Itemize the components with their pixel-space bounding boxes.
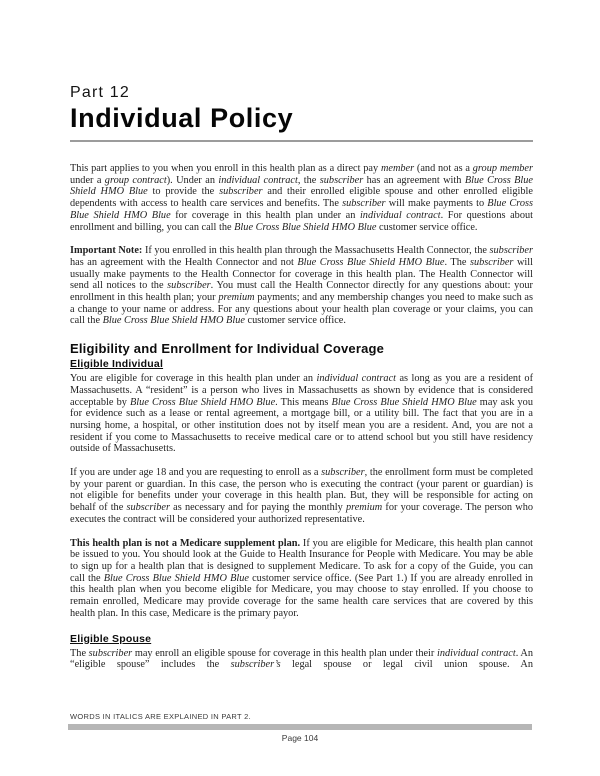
text-run: Blue Cross Blue Shield HMO Blue — [70, 198, 533, 221]
text-run: subscriber — [88, 647, 133, 659]
text-run: . For questions about enrollment and billing, you can call the — [70, 209, 533, 233]
text-run: individual contract — [218, 174, 298, 186]
text-run: Blue Cross Blue Shield HMO Blue — [102, 315, 245, 327]
text-run: , the enrollment form must be completed by your parent or guardian. In this case, the person who is executing the contract (your parent or guardian) is not eligible for benefits under your coverage in this health plan. But, they will be responsible for acting on behalf of the — [70, 467, 534, 514]
text-run: If you are under age 18 and you are requesting to enroll as a — [70, 467, 322, 479]
text-run: legal spouse or legal civil union spouse. An — [280, 659, 533, 671]
page-number: Page 104 — [281, 733, 319, 743]
text-run: subscriber — [469, 256, 514, 268]
text-run: You are eligible for coverage in this health plan under an — [70, 373, 317, 385]
footer-italics-note: WORDS IN ITALICS ARE EXPLAINED IN PART 2. — [70, 712, 251, 721]
text-run: to provide the — [147, 186, 220, 198]
title-rule — [70, 140, 533, 142]
text-run: may ask you for evidence such as a lease or rental agreement, a mortgage bill, or a utility bill. The fact that you are in a nursing home, a hospital, or other institution does not by itself mean you are a resident. And, you are not a resident if you come to Massachusetts to receive medical care or to attend school but you still have residency outside of Massachusetts. — [70, 396, 533, 455]
text-run: ). Under an — [166, 174, 219, 186]
text-run: (and not as a — [414, 163, 473, 174]
eligible-spouse-paragraph-1 — [70, 648, 533, 671]
text-run: Blue Cross Blue Shield HMO Blue — [331, 396, 477, 408]
text-run: customer service office. — [244, 315, 346, 327]
text-run: individual contract — [437, 647, 516, 659]
text-run: . The — [444, 256, 470, 268]
intro-paragraph — [70, 163, 533, 233]
text-run: will make payments to — [385, 198, 488, 210]
text-run: for your coverage. The person who executes the contract will be considered your authorized representative. — [70, 502, 534, 525]
text-run: has an agreement with the Health Connector and not — [70, 256, 298, 268]
text-run: . This means — [275, 396, 332, 408]
text-run: premium — [345, 502, 383, 514]
text-run: The — [70, 647, 89, 659]
text-run: may enroll an eligible spouse for coverage in this health plan under their — [132, 647, 437, 659]
text-run: . An “eligible spouse” includes the — [70, 647, 533, 671]
eligible-individual-paragraph-1 — [70, 373, 533, 455]
text-run: group member — [472, 163, 533, 174]
text-run: member — [380, 163, 415, 174]
text-run: , the — [297, 174, 320, 186]
text-run: individual contract — [316, 373, 396, 385]
page-title: Individual Policy — [70, 103, 294, 133]
text-run: for coverage in this health plan under an — [170, 209, 360, 221]
text-run: under a — [70, 174, 105, 186]
text-run: subscriber — [319, 174, 364, 186]
text-run: has an agreement with — [363, 174, 465, 186]
text-run: and their enrolled eligible spouse and other enrolled eligible dependents with access to health care services and benefits. The — [70, 186, 533, 210]
text-run: as necessary and for paying the monthly — [169, 502, 346, 514]
text-run: subscriber — [219, 186, 263, 198]
text-run: subscriber — [321, 467, 365, 479]
section-heading-eligibility: Eligibility and Enrollment for Individual Coverage — [70, 341, 385, 357]
text-run: subscriber — [167, 280, 211, 292]
text-run: will usually make payments to the Health Connector for coverage in this health plan. The Health Connector will send all notices to the — [70, 256, 534, 292]
text-run: subscriber — [126, 502, 170, 514]
subheading-eligible-spouse: Eligible Spouse — [70, 632, 152, 645]
footer-bar — [68, 724, 532, 730]
text-run: Important Note: — [70, 245, 143, 257]
text-run: Blue Cross Blue Shield HMO Blue — [103, 572, 249, 584]
text-run: This part applies to you when you enroll in this health plan as a direct pay — [70, 163, 381, 174]
eligible-individual-paragraph-2 — [70, 467, 533, 526]
text-run: Blue Cross Blue Shield HMO Blue — [70, 174, 533, 198]
text-run: customer service office. (See Part 1.) If you are already enrolled in this health plan when you become eligible for Medicare, you may choose to stay enrolled. If you choose to remain enrolled, Medicare may provide coverage for the same health care services that are covered by this health plan. In this case, Medicare is the primary payor. — [70, 572, 533, 619]
text-run: premium — [218, 292, 255, 304]
text-run: subscriber — [342, 198, 386, 210]
text-run: payments; and any membership changes you need to make such as a change to your name or address. For any questions about your health plan coverage or your claims, you can call the — [70, 292, 533, 327]
part-label: Part 12 — [70, 84, 130, 101]
text-run: subscriber’s — [230, 659, 281, 671]
text-run: customer service office. — [376, 221, 478, 233]
subheading-eligible-individual: Eligible Individual — [70, 358, 164, 371]
text-run: individual contract — [359, 209, 441, 221]
text-run: If you are eligible for Medicare, this health plan cannot be issued to you. You should look at the Guide to Health Insurance for People with Medicare. You may be able to sign up for a health plan that is designed to supplement Medicare. To ask for a copy of the Guide, you can call the — [70, 537, 533, 584]
important-note-paragraph — [70, 245, 533, 327]
text-run: Blue Cross Blue Shield HMO Blue — [130, 396, 276, 408]
text-run: Blue Cross Blue Shield HMO Blue — [234, 221, 377, 233]
text-run: group contract — [104, 174, 167, 186]
text-run: subscriber — [489, 245, 533, 257]
text-run: If you enrolled in this health plan through the Massachusetts Health Connector, the — [142, 245, 490, 257]
eligible-individual-paragraph-3 — [70, 538, 533, 620]
text-run: This health plan is not a Medicare supplement plan. — [70, 537, 301, 549]
text-run: Blue Cross Blue Shield HMO Blue — [297, 256, 445, 268]
text-run: . You must call the Health Connector directly for any questions about: your enrollment in this health plan; your — [70, 280, 533, 304]
page-content — [70, 0, 533, 683]
text-run: as long as you are a resident of Massachusetts. A “resident” is a person who lives in Massachusetts as shown by evidence that is considered acceptable by — [70, 373, 533, 408]
